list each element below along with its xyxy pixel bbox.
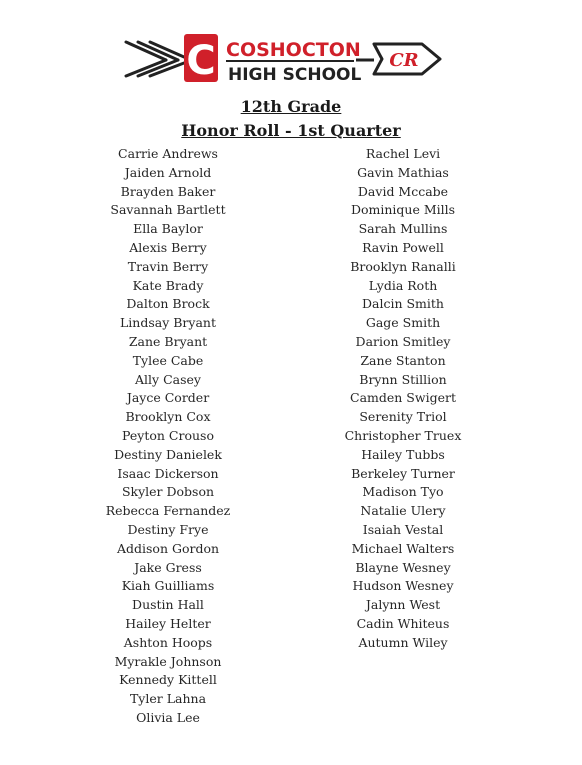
logo-letter: C: [186, 38, 216, 84]
student-name: Destiny Danielek: [114, 446, 222, 462]
student-name: Skyler Dobson: [121, 484, 215, 500]
student-name: Tylee Cabe: [132, 352, 204, 368]
student-name: Addison Gordon: [116, 540, 220, 556]
student-name: Gavin Mathias: [357, 164, 449, 180]
student-name: Alexis Berry: [129, 239, 207, 255]
student-name: Dalton Brock: [126, 296, 210, 312]
student-name: Hudson Wesney: [352, 578, 454, 594]
names-column-right: [303, 145, 503, 653]
logo-line1: COSHOCTON: [226, 39, 361, 61]
student-name: Autumn Wiley: [358, 634, 448, 650]
student-name: Zane Bryant: [128, 333, 208, 349]
student-name: Jalynn West: [365, 597, 441, 613]
student-name: Dalcin Smith: [362, 296, 444, 312]
student-name: Brayden Baker: [120, 183, 216, 199]
student-name: Kate Brady: [132, 277, 204, 293]
student-name: Michael Walters: [351, 540, 455, 556]
school-logo: [122, 30, 462, 88]
student-name: Destiny Frye: [127, 521, 209, 537]
honor-roll-title: Honor Roll - 1st Quarter: [181, 121, 401, 140]
student-name: Madison Tyo: [362, 484, 444, 500]
student-name: Ella Baylor: [133, 221, 203, 237]
student-name: Lydia Roth: [368, 277, 438, 293]
student-name: Peyton Crouso: [122, 427, 214, 443]
grade-title: 12th Grade: [240, 97, 342, 116]
student-name: Isaiah Vestal: [362, 521, 444, 537]
student-name: Kiah Guilliams: [121, 578, 215, 594]
student-name: Hailey Helter: [125, 615, 211, 631]
student-name: Zane Stanton: [360, 352, 446, 368]
student-name: Savannah Bartlett: [110, 202, 226, 218]
names-column-left: [68, 145, 268, 728]
student-name: Jaiden Arnold: [124, 164, 212, 180]
student-name: Serenity Triol: [359, 409, 447, 425]
logo-monogram: CR: [389, 50, 419, 71]
student-name: Darion Smitley: [355, 333, 451, 349]
student-name: Camden Swigert: [350, 390, 456, 406]
student-name: Cadin Whiteus: [356, 615, 450, 631]
arrow-fletching-icon: [126, 42, 184, 76]
student-name: Rebecca Fernandez: [105, 503, 231, 519]
student-name: Brooklyn Ranalli: [350, 258, 456, 274]
student-name: Natalie Ulery: [360, 503, 446, 519]
student-name: Tyler Lahna: [129, 691, 207, 707]
student-name: Olivia Lee: [136, 709, 200, 725]
student-name: Ally Casey: [135, 371, 201, 387]
student-name: Lindsay Bryant: [119, 315, 216, 331]
student-name: Gage Smith: [365, 315, 441, 331]
student-name: Jayce Corder: [126, 390, 210, 406]
student-name: Dustin Hall: [132, 597, 204, 613]
student-name: Dominique Mills: [350, 202, 456, 218]
student-name: Ravin Powell: [362, 239, 444, 255]
student-name: Berkeley Turner: [351, 465, 455, 481]
student-name: Ashton Hoops: [123, 634, 213, 650]
student-name: Christopher Truex: [344, 427, 462, 443]
logo-line2: HIGH SCHOOL: [228, 65, 362, 85]
student-name: Hailey Tubbs: [361, 446, 445, 462]
student-name: Sarah Mullins: [358, 221, 448, 237]
student-name: Brynn Stillion: [359, 371, 447, 387]
student-name: David Mccabe: [357, 183, 449, 199]
student-name: Carrie Andrews: [118, 146, 218, 161]
student-name: Isaac Dickerson: [117, 465, 219, 481]
student-name: Kennedy Kittell: [119, 672, 217, 688]
student-name: Blayne Wesney: [355, 559, 451, 575]
student-name: Jake Gress: [134, 559, 202, 575]
student-name: Myrakle Johnson: [114, 653, 222, 669]
header: [0, 30, 582, 90]
student-name: Travin Berry: [127, 258, 209, 274]
student-name: Rachel Levi: [365, 146, 441, 161]
student-name: Brooklyn Cox: [125, 409, 211, 425]
